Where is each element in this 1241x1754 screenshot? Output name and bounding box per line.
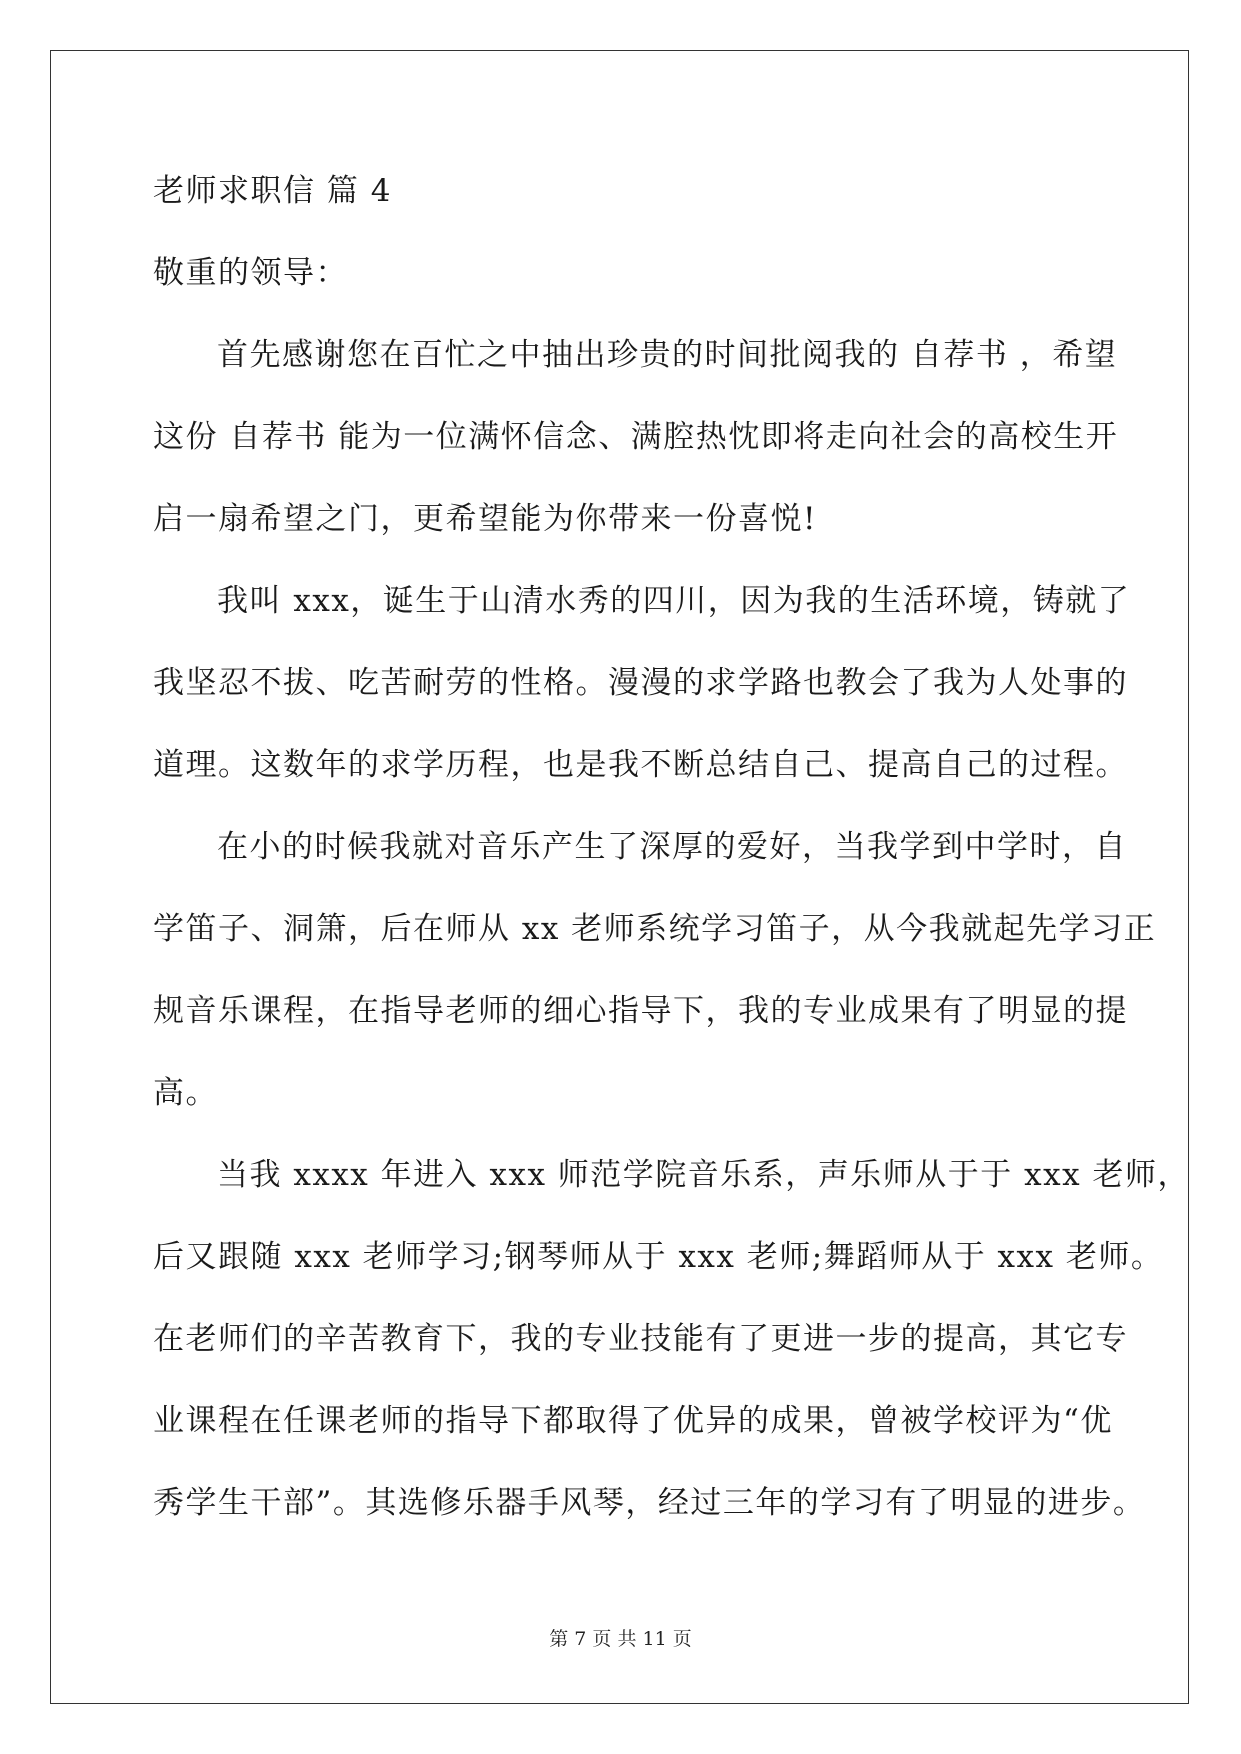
paragraph-line: 这份 自荐书 能为一位满怀信念、满腔热忱即将走向社会的高校生开 bbox=[153, 419, 1119, 455]
paragraph-line: 高。 bbox=[153, 1075, 218, 1111]
paragraph-line: 在老师们的辛苦教育下，我的专业技能有了更进一步的提高，其它专 bbox=[153, 1321, 1128, 1357]
paragraph-line: 规音乐课程，在指导老师的细心指导下，我的专业成果有了明显的提 bbox=[153, 993, 1128, 1029]
paragraph-line: 业课程在任课老师的指导下都取得了优异的成果，曾被学校评为“优 bbox=[153, 1403, 1113, 1439]
paragraph-line: 我坚忍不拔、吃苦耐劳的性格。漫漫的求学路也教会了我为人处事的 bbox=[153, 665, 1128, 701]
paragraph-line: 道理。这数年的求学历程，也是我不断总结自己、提高自己的过程。 bbox=[153, 747, 1128, 783]
paragraph-line: 当我 xxxx 年进入 xxx 师范学院音乐系，声乐师从于于 xxx 老师， bbox=[217, 1157, 1190, 1193]
salutation: 敬重的领导： bbox=[153, 255, 348, 291]
page-number-footer: 第 7 页 共 11 页 bbox=[549, 1628, 692, 1650]
document-title: 老师求职信 篇 4 bbox=[153, 173, 392, 209]
paragraph-line: 首先感谢您在百忙之中抽出珍贵的时间批阅我的 自荐书 ，希望 bbox=[217, 337, 1118, 373]
document-body bbox=[153, 150, 1190, 1544]
paragraph-line: 在小的时候我就对音乐产生了深厚的爱好，当我学到中学时，自 bbox=[217, 829, 1127, 865]
paragraph-line: 秀学生干部”。其选修乐器手风琴，经过三年的学习有了明显的进步。 bbox=[153, 1485, 1146, 1521]
paragraph-line: 学笛子、洞箫，后在师从 xx 老师系统学习笛子，从今我就起先学习正 bbox=[153, 911, 1157, 947]
paragraph-line: 启一扇希望之门，更希望能为你带来一份喜悦! bbox=[153, 501, 817, 537]
paragraph-line: 我叫 xxx，诞生于山清水秀的四川，因为我的生活环境，铸就了 bbox=[217, 583, 1131, 619]
paragraph-line: 后又跟随 xxx 老师学习;钢琴师从于 xxx 老师;舞蹈师从于 xxx 老师。 bbox=[153, 1239, 1164, 1275]
